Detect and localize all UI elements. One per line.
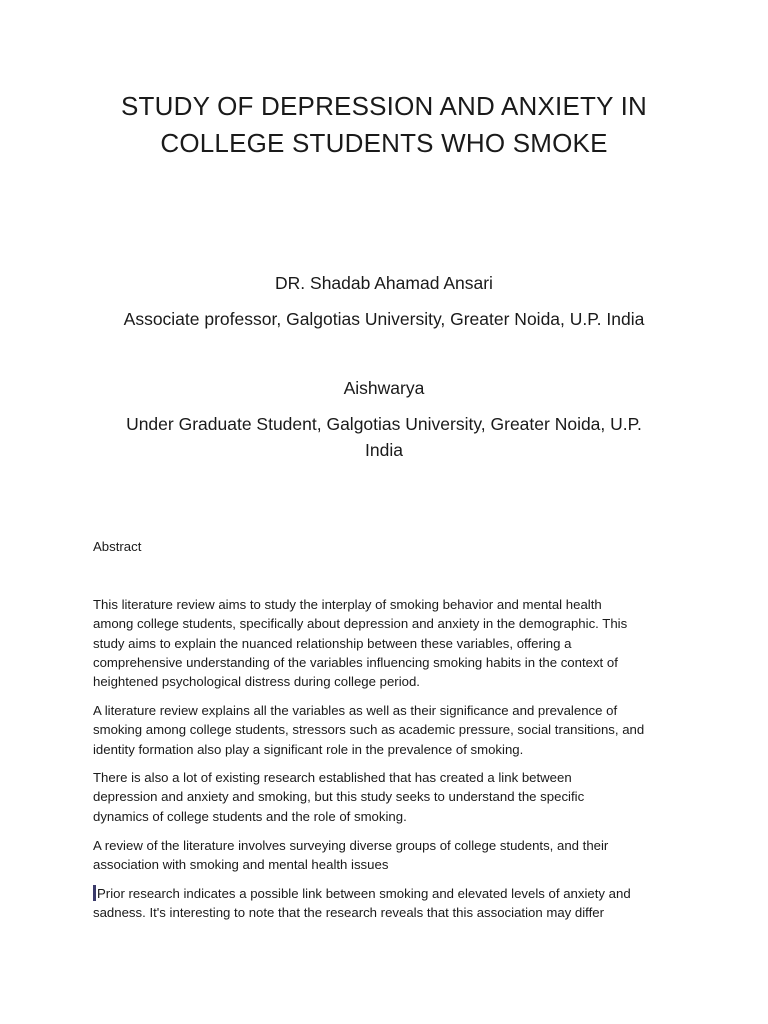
paper-title	[60, 88, 708, 162]
paragraph-line: heightened psychological distress during college period.	[93, 674, 420, 690]
body-paragraph	[93, 836, 683, 875]
paragraph-line-text: Prior research indicates a possible link between smoking and elevated levels of anxiety and	[97, 886, 631, 901]
affiliation-line: Associate professor, Galgotias University, Greater Noida, U.P. India	[123, 309, 645, 329]
paragraph-line: identity formation also play a significant role in the prevalence of smoking.	[93, 741, 524, 757]
author-name: DR. Shadab Ahamad Ansari	[275, 273, 493, 293]
body-paragraph	[93, 884, 683, 923]
affiliation-line: Under Graduate Student, Galgotias University, Greater Noida, U.P.	[126, 414, 642, 434]
paragraph-line: dynamics of college students and the role of smoking.	[93, 808, 407, 824]
paragraph-line: among college students, specifically about depression and anxiety in the demographic. This	[93, 616, 628, 632]
author-affiliation	[60, 411, 708, 463]
paragraph-line: A literature review explains all the variables as well as their significance and prevalence of	[93, 703, 618, 718]
paragraph-line: There is also a lot of existing research established that has created a link between	[93, 770, 572, 785]
body-paragraph	[93, 768, 683, 826]
abstract-heading: Abstract	[93, 539, 142, 554]
body-paragraph	[93, 701, 683, 759]
author-name: Aishwarya	[343, 378, 425, 398]
body-paragraph	[93, 595, 683, 691]
title-line: STUDY OF DEPRESSION AND ANXIETY IN	[121, 91, 647, 121]
author-affiliation	[60, 306, 708, 332]
paragraph-line: This literature review aims to study the interplay of smoking behavior and mental health	[93, 597, 602, 612]
paragraph-line: comprehensive understanding of the variables influencing smoking habits in the context of	[93, 654, 618, 670]
paragraph-line: sadness. It's interesting to note that the research reveals that this association may differ	[93, 905, 604, 921]
paragraph-line: smoking among college students, stressors such as academic pressure, social transitions, and	[93, 722, 645, 738]
paragraph-line	[93, 884, 683, 903]
paragraph-line: study aims to explain the nuanced relationship between these variables, offering a	[93, 635, 572, 651]
paragraph-line: association with smoking and mental health issues	[93, 857, 389, 873]
text-cursor	[93, 885, 96, 901]
paragraph-line: depression and anxiety and smoking, but this study seeks to understand the specific	[93, 789, 585, 805]
paragraph-line: A review of the literature involves surveying diverse groups of college students, and their	[93, 838, 609, 853]
title-line: COLLEGE STUDENTS WHO SMOKE	[160, 128, 608, 158]
affiliation-line: India	[365, 440, 403, 460]
